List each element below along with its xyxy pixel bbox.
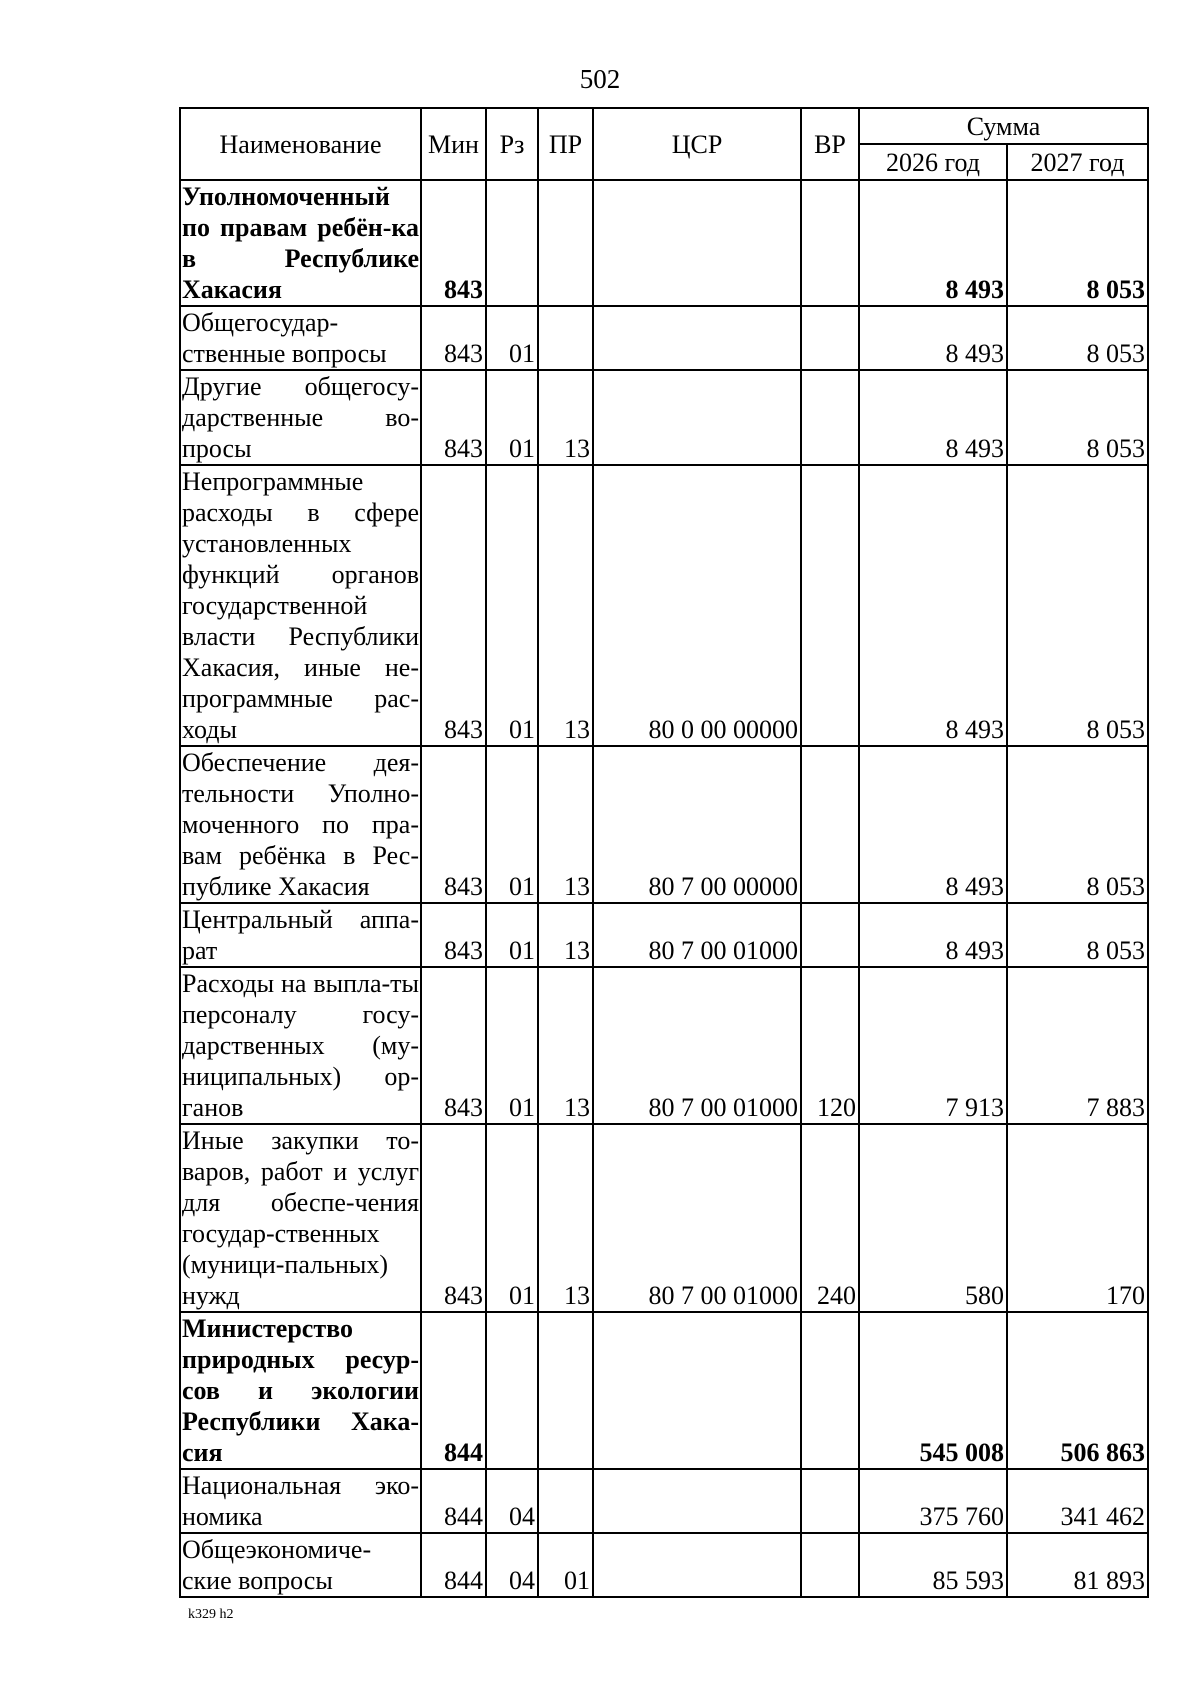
table-row: [180, 903, 1148, 967]
cell-csr: 80 7 00 01000: [593, 967, 801, 1124]
cell-pr: 13: [538, 370, 593, 465]
cell-rz: 04: [486, 1533, 538, 1597]
cell-pr: [538, 180, 593, 306]
cell-csr: [593, 306, 801, 370]
cell-vr: [801, 306, 859, 370]
table-row: [180, 180, 1148, 306]
cell-min: 843: [421, 465, 486, 746]
cell-2027: 8 053: [1007, 370, 1148, 465]
cell-pr: [538, 1312, 593, 1469]
cell-name: Другие общегосу-дарственные во-просы: [182, 372, 419, 463]
header-pr: ПР: [538, 108, 593, 180]
cell-name: Национальная эко-номика: [182, 1471, 419, 1531]
budget-table: [179, 107, 1149, 1598]
cell-rz: 01: [486, 903, 538, 967]
cell-2027: 506 863: [1007, 1312, 1148, 1469]
cell-pr: 13: [538, 746, 593, 903]
cell-2026: 8 493: [859, 370, 1007, 465]
cell-csr: 80 0 00 00000: [593, 465, 801, 746]
header-name: Наименование: [180, 108, 421, 180]
table-row: [180, 746, 1148, 903]
cell-name: Непрограммные расходы в сфере установленных функций органов государственной власти Республики Хакасия, иные не-программные рас-ходы: [182, 467, 419, 744]
cell-name: Министерство природных ресур-сов и экологии Республики Хака-сия: [182, 1314, 419, 1467]
cell-pr: 13: [538, 903, 593, 967]
cell-2026: 580: [859, 1124, 1007, 1312]
cell-rz: 04: [486, 1469, 538, 1533]
cell-name: Иные закупки то-варов, работ и услуг для обеспе-чения государ-ственных (муници-пальных) нужд: [182, 1126, 419, 1310]
cell-name: Общеэкономиче-ские вопросы: [180, 1533, 421, 1597]
cell-vr: 120: [801, 967, 859, 1124]
cell-min: 843: [421, 1124, 486, 1312]
cell-csr: [593, 1469, 801, 1533]
cell-min: 843: [421, 903, 486, 967]
table-body: [180, 180, 1148, 1597]
cell-2027: 8 053: [1007, 903, 1148, 967]
cell-csr: 80 7 00 01000: [593, 903, 801, 967]
cell-name: Общегосудар-ственные вопросы: [180, 306, 421, 370]
cell-min: 843: [421, 180, 486, 306]
cell-rz: 01: [486, 465, 538, 746]
cell-2026: 8 493: [859, 465, 1007, 746]
cell-2026: 545 008: [859, 1312, 1007, 1469]
cell-2026: 7 913: [859, 967, 1007, 1124]
cell-rz: 01: [486, 967, 538, 1124]
cell-vr: [801, 370, 859, 465]
cell-pr: 13: [538, 465, 593, 746]
table-row: [180, 1124, 1148, 1312]
cell-vr: 240: [801, 1124, 859, 1312]
table-row: [180, 1312, 1148, 1469]
cell-2026: 85 593: [859, 1533, 1007, 1597]
table-row: [180, 370, 1148, 465]
cell-csr: [593, 1312, 801, 1469]
cell-min: 844: [421, 1533, 486, 1597]
cell-csr: 80 7 00 00000: [593, 746, 801, 903]
cell-min: 843: [421, 967, 486, 1124]
cell-min: 843: [421, 370, 486, 465]
header-year-2027: 2027 год: [1007, 144, 1148, 180]
cell-min: 844: [421, 1469, 486, 1533]
cell-rz: 01: [486, 746, 538, 903]
footer-code: k329 h2: [188, 1607, 234, 1622]
cell-name: Расходы на выпла-ты персоналу госу-дарственных (му-ниципальных) ор-ганов: [182, 969, 419, 1122]
cell-vr: [801, 465, 859, 746]
cell-csr: [593, 1533, 801, 1597]
cell-vr: [801, 1312, 859, 1469]
cell-min: 843: [421, 306, 486, 370]
cell-pr: [538, 306, 593, 370]
cell-2027: 8 053: [1007, 746, 1148, 903]
cell-pr: 13: [538, 1124, 593, 1312]
page-number: 502: [579, 64, 621, 94]
table-row: [180, 306, 1148, 370]
cell-vr: [801, 1469, 859, 1533]
cell-vr: [801, 180, 859, 306]
cell-vr: [801, 903, 859, 967]
header-year-2026: 2026 год: [859, 144, 1007, 180]
cell-csr: [593, 180, 801, 306]
cell-2027: 8 053: [1007, 180, 1148, 306]
cell-2027: 341 462: [1007, 1469, 1148, 1533]
table-row: [180, 1469, 1148, 1533]
header-rz: Рз: [486, 108, 538, 180]
cell-vr: [801, 746, 859, 903]
header-min: Мин: [421, 108, 486, 180]
cell-name: Обеспечение дея-тельности Уполно-моченного по пра-вам ребёнка в Рес-публике Хакасия: [182, 748, 419, 901]
cell-name: Уполномоченный по правам ребён-ка в Республике Хакасия: [182, 182, 419, 304]
cell-2027: 7 883: [1007, 967, 1148, 1124]
header-csr: ЦСР: [593, 108, 801, 180]
cell-name: Центральный аппа-рат: [182, 905, 419, 965]
cell-pr: 01: [538, 1533, 593, 1597]
cell-2026: 8 493: [859, 306, 1007, 370]
cell-2027: 170: [1007, 1124, 1148, 1312]
cell-min: 843: [421, 746, 486, 903]
cell-min: 844: [421, 1312, 486, 1469]
cell-csr: 80 7 00 01000: [593, 1124, 801, 1312]
header-vr: ВР: [801, 108, 859, 180]
cell-2026: 8 493: [859, 903, 1007, 967]
table-row: [180, 967, 1148, 1124]
cell-vr: [801, 1533, 859, 1597]
cell-2026: 8 493: [859, 180, 1007, 306]
cell-pr: 13: [538, 967, 593, 1124]
cell-2026: 375 760: [859, 1469, 1007, 1533]
cell-rz: 01: [486, 1124, 538, 1312]
cell-rz: [486, 1312, 538, 1469]
header-sum: Сумма: [859, 108, 1148, 144]
cell-rz: 01: [486, 306, 538, 370]
cell-rz: 01: [486, 370, 538, 465]
cell-pr: [538, 1469, 593, 1533]
table-row: [180, 1533, 1148, 1597]
cell-rz: [486, 180, 538, 306]
cell-2027: 8 053: [1007, 306, 1148, 370]
table-row: [180, 465, 1148, 746]
cell-2027: 8 053: [1007, 465, 1148, 746]
cell-csr: [593, 370, 801, 465]
cell-2027: 81 893: [1007, 1533, 1148, 1597]
cell-2026: 8 493: [859, 746, 1007, 903]
